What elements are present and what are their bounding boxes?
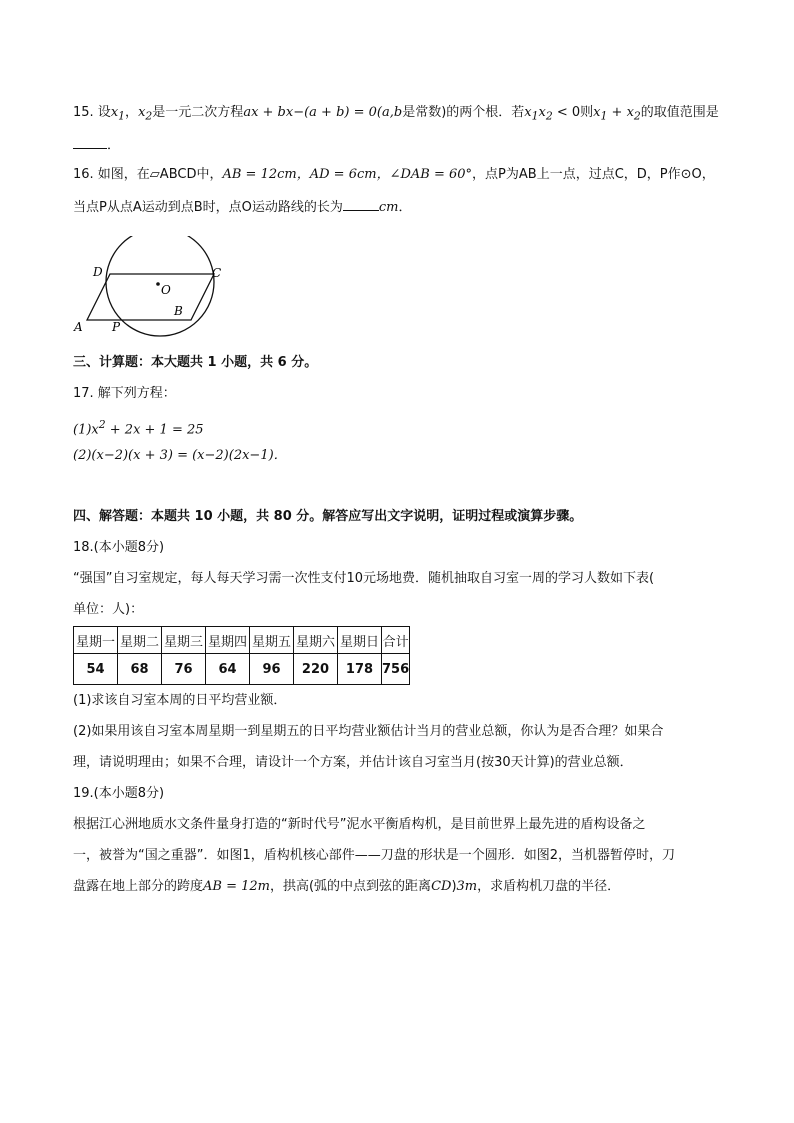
q19-text: 盘露在地上部分的跨度 (73, 879, 204, 894)
q15-line1 (73, 103, 719, 127)
label-p: P (112, 320, 121, 334)
label-b: B (174, 304, 183, 318)
table-header-cell: 合计 (382, 627, 410, 654)
q17-eq1-exponent: 2 (98, 418, 106, 431)
table-header-cell: 星期一 (74, 627, 118, 654)
q16-text: 16. 如图，在▱ABCD中， (73, 167, 223, 182)
table-header-cell: 星期二 (118, 627, 162, 654)
q19-line1: 根据江心洲地质水文条件量身打造的“新时代号”泥水平衡盾构机，是目前世界上最先进的盾构设备之 (73, 817, 646, 832)
label-c: C (212, 266, 222, 280)
parallelogram-abcd (87, 274, 214, 320)
q15-math: x (524, 105, 532, 120)
section3-title: 三、计算题：本大题共 1 小题，共 6 分。 (73, 355, 318, 370)
q18-line2: 单位：人)： (73, 602, 144, 617)
q17-eq1-part: + 2x + 1 = 25 (105, 422, 204, 438)
q19-math: AB = 12m (203, 879, 270, 894)
study-count-table (73, 626, 410, 685)
q15-sub: 1 (531, 109, 539, 123)
table-cell: 178 (338, 654, 382, 685)
q15-math: + x (607, 105, 634, 120)
q15-text: < 0则 (552, 105, 594, 120)
table-header-cell: 星期六 (294, 627, 338, 654)
label-a: A (74, 320, 83, 334)
q19-text: ，求盾构机刀盘的半径． (477, 879, 621, 894)
table-header-cell: 星期日 (338, 627, 382, 654)
label-o: O (161, 283, 171, 297)
q18-part2-line1: (2)如果用该自习室本周星期一到星期五的日平均营业额估计当月的营业总额，你认为是否合理？如果合 (73, 724, 664, 739)
circle-o (106, 236, 214, 336)
q19-math: 3m (456, 879, 478, 894)
q15-sub: 2 (545, 109, 553, 123)
q19-text: ，拱高(弧的中点到弦的距离 (269, 879, 432, 894)
q19-math: CD (431, 879, 452, 894)
table-header-cell: 星期三 (162, 627, 206, 654)
q18-line1: “强国”自习室规定，每人每天学习需一次性支付10元场地费．随机抽取自习室一周的学习人数如下表( (73, 571, 655, 586)
q15-text: ， (125, 105, 139, 120)
q15-period: ． (107, 138, 121, 153)
q15-text: 15. 设 (73, 105, 111, 120)
q15-text: 是一元二次方程 (152, 105, 244, 120)
table-header-cell: 星期五 (250, 627, 294, 654)
table-cell: 756 (382, 654, 410, 685)
table-cell: 64 (206, 654, 250, 685)
q19-text: ) (451, 879, 457, 894)
table-row (74, 654, 410, 685)
q15-sub: 2 (145, 109, 153, 123)
q16-unit: cm (378, 200, 399, 215)
q19-header: 19.(本小题8分) (73, 786, 165, 801)
q15-sub: 1 (600, 109, 608, 123)
q18-header: 18.(本小题8分) (73, 540, 165, 555)
section4-title: 四、解答题：本题共 10 小题，共 80 分。解答应写出文字说明，证明过程或演算步骤。 (73, 509, 583, 524)
q15-equation: ax + bx−(a + b) = 0(a,b (243, 105, 403, 120)
q17-intro: 17. 解下列方程： (73, 386, 176, 401)
q17-eq1 (73, 415, 204, 440)
q15-math: x (538, 105, 546, 120)
q15-math: x (593, 105, 601, 120)
q15-line2 (73, 134, 120, 156)
q16-line1 (73, 165, 715, 185)
q18-part2-line2: 理，请说明理由；如果不合理，请设计一个方案，并估计该自习室当月(按30天计算)的营业总额． (73, 755, 633, 770)
q16-text: 当点P从点A运动到点B时，点O运动路线的长为 (73, 200, 343, 215)
q15-sub: 2 (633, 109, 641, 123)
table-header-cell: 星期四 (206, 627, 250, 654)
center-point-o (156, 282, 160, 286)
table-cell: 54 (74, 654, 118, 685)
table-cell: 96 (250, 654, 294, 685)
label-d: D (93, 265, 103, 279)
q19-line2: 一，被誉为“国之重器”．如图1，盾构机核心部件——刀盘的形状是一个圆形．如图2，当机器暂停时，刀 (73, 848, 676, 863)
q18-part1: (1)求该自习室本周的日平均营业额． (73, 693, 287, 708)
q16-line2 (73, 196, 412, 218)
q17-eq2: (2)(x−2)(x + 3) = (x−2)(2x−1)． (73, 448, 287, 463)
table-cell: 76 (162, 654, 206, 685)
q15-text: 是常数)的两个根．若 (402, 105, 525, 120)
q16-given: AB = 12cm，AD = 6cm，∠DAB = 60° (222, 167, 473, 182)
q16-text: ，点P为AB上一点，过点C，D，P作⊙O， (472, 167, 715, 182)
answer-blank (343, 196, 379, 211)
answer-blank (73, 134, 107, 149)
q15-text: 的取值范围是 (640, 105, 719, 120)
table-cell: 220 (294, 654, 338, 685)
q15-math: x (138, 105, 146, 120)
q17-eq1-part: (1)x (73, 422, 99, 438)
table-cell: 68 (118, 654, 162, 685)
q15-math: x (110, 105, 119, 120)
q16-period: ． (398, 200, 412, 215)
q19-line3 (73, 877, 620, 897)
parallelogram-circle-figure (70, 236, 240, 341)
table-header-row (74, 627, 410, 654)
q15-sub: 1 (118, 109, 126, 123)
